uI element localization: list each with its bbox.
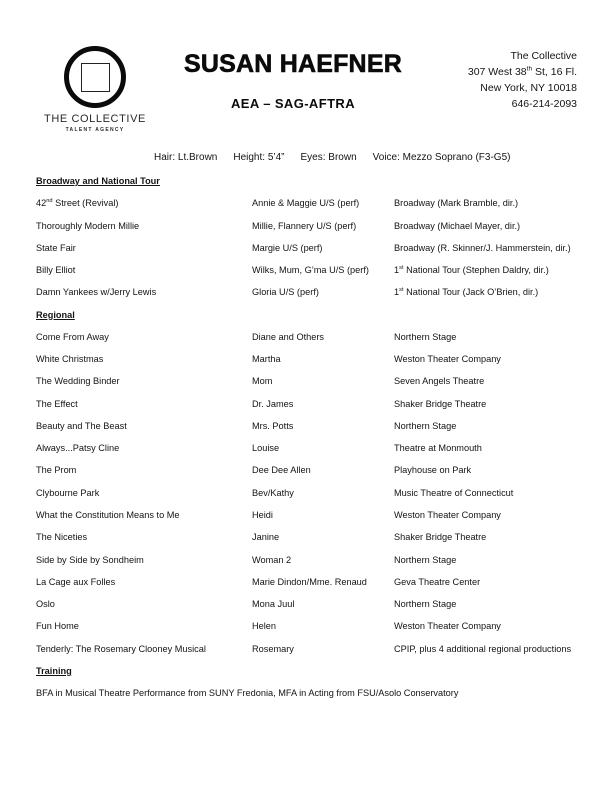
stat-item: Voice: Mezzo Soprano (F3-G5) bbox=[372, 152, 511, 163]
section-heading-row bbox=[36, 310, 602, 332]
role-name: Gloria U/S (perf) bbox=[252, 287, 319, 298]
header-title-block bbox=[160, 52, 426, 111]
role-name: Dee Dee Allen bbox=[252, 465, 311, 476]
training-text: BFA in Musical Theatre Performance from SUNY Fredonia, MFA in Acting from FSU/Asolo Conservatory bbox=[36, 688, 459, 699]
credit-row bbox=[36, 243, 602, 265]
show-title: Come From Away bbox=[36, 331, 109, 342]
role-name: Helen bbox=[252, 621, 277, 632]
credit-row bbox=[36, 265, 602, 287]
credit-row bbox=[36, 488, 602, 510]
role-name: Heidi bbox=[252, 509, 273, 520]
role-name: Dr. James bbox=[252, 398, 294, 409]
role-name: Rosemary bbox=[252, 643, 294, 654]
stat-item: Hair: Lt.Brown bbox=[154, 152, 218, 163]
stat-item: Eyes: Brown bbox=[300, 152, 357, 163]
credit-row bbox=[36, 399, 602, 421]
credit-row bbox=[36, 354, 602, 376]
credit-row bbox=[36, 421, 602, 443]
role-name: Mona Juul bbox=[252, 599, 295, 610]
venue-name: 1st National Tour (Stephen Daldry, dir.) bbox=[394, 265, 549, 276]
role-name: Wilks, Mum, G’ma U/S (perf) bbox=[252, 265, 369, 276]
show-title: Tenderly: The Rosemary Clooney Musical bbox=[36, 643, 206, 654]
role-name: Louise bbox=[252, 443, 280, 454]
stats-line bbox=[154, 152, 510, 163]
show-title: Always...Patsy Cline bbox=[36, 443, 120, 454]
show-title: Thoroughly Modern Millie bbox=[36, 220, 140, 231]
credit-row bbox=[36, 376, 602, 398]
role-name: Mrs. Potts bbox=[252, 420, 294, 431]
logo-agency-tagline: TALENT AGENCY bbox=[65, 127, 125, 133]
venue-name: Shaker Bridge Theatre bbox=[394, 398, 487, 409]
section-heading-row bbox=[36, 666, 602, 688]
credit-row bbox=[36, 443, 602, 465]
section-heading: Training bbox=[36, 665, 72, 676]
union-affiliations: AEA – SAG-AFTRA bbox=[231, 96, 355, 111]
role-name: Marie Dindon/Mme. Renaud bbox=[252, 576, 367, 587]
venue-name: Weston Theater Company bbox=[394, 621, 501, 632]
show-title: White Christmas bbox=[36, 354, 104, 365]
section-heading: Regional bbox=[36, 309, 75, 320]
venue-name: Northern Stage bbox=[394, 599, 457, 610]
venue-name: Northern Stage bbox=[394, 331, 457, 342]
venue-name: Broadway (Michael Mayer, dir.) bbox=[394, 220, 521, 231]
credit-row bbox=[36, 621, 602, 643]
venue-name: 1st National Tour (Jack O’Brien, dir.) bbox=[394, 287, 539, 298]
contact-line: New York, NY 10018 bbox=[480, 82, 577, 94]
credit-row bbox=[36, 221, 602, 243]
credit-row bbox=[36, 332, 602, 354]
credit-row bbox=[36, 465, 602, 487]
credit-row bbox=[36, 577, 602, 599]
show-title: Oslo bbox=[36, 599, 55, 610]
role-name: Bev/Kathy bbox=[252, 487, 294, 498]
show-title: The Niceties bbox=[36, 532, 88, 543]
credit-row bbox=[36, 599, 602, 621]
role-name: Martha bbox=[252, 354, 281, 365]
show-title: Clybourne Park bbox=[36, 487, 100, 498]
logo-circle-icon bbox=[64, 46, 126, 108]
role-name: Margie U/S (perf) bbox=[252, 242, 323, 253]
contact-line: The Collective bbox=[510, 50, 577, 62]
show-title: Damn Yankees w/Jerry Lewis bbox=[36, 287, 157, 298]
venue-name: Weston Theater Company bbox=[394, 354, 501, 365]
page-title: SUSAN HAEFNER bbox=[184, 50, 402, 78]
section-heading: Broadway and National Tour bbox=[36, 176, 160, 186]
show-title: The Prom bbox=[36, 465, 77, 476]
training-paragraph-row bbox=[36, 688, 602, 710]
role-name: Annie & Maggie U/S (perf) bbox=[252, 198, 360, 209]
stat-item: Height: 5’4” bbox=[233, 152, 285, 163]
credit-row bbox=[36, 287, 602, 309]
venue-name: Music Theatre of Connecticut bbox=[394, 487, 514, 498]
logo-agency-name: THE COLLECTIVE bbox=[44, 113, 146, 125]
show-title: 42nd Street (Revival) bbox=[36, 198, 119, 209]
show-title: The Effect bbox=[36, 398, 78, 409]
show-title: The Wedding Binder bbox=[36, 376, 120, 387]
role-name: Woman 2 bbox=[252, 554, 292, 565]
venue-name: Broadway (R. Skinner/J. Hammerstein, dir.) bbox=[394, 242, 571, 253]
credits-list bbox=[36, 176, 602, 710]
venue-name: Geva Theatre Center bbox=[394, 576, 481, 587]
venue-name: Shaker Bridge Theatre bbox=[394, 532, 487, 543]
show-title: State Fair bbox=[36, 242, 76, 253]
role-name: Diane and Others bbox=[252, 331, 325, 342]
contact-line: 307 West 38th St, 16 Fl. bbox=[467, 65, 577, 78]
show-title: Fun Home bbox=[36, 621, 79, 632]
venue-name: Seven Angels Theatre bbox=[394, 376, 485, 387]
credit-row bbox=[36, 555, 602, 577]
venue-name: Broadway (Mark Bramble, dir.) bbox=[394, 198, 519, 209]
venue-name: Weston Theater Company bbox=[394, 509, 501, 520]
credit-row bbox=[36, 644, 602, 666]
agency-logo bbox=[44, 44, 146, 133]
credit-row bbox=[36, 532, 602, 554]
venue-name: Theatre at Monmouth bbox=[394, 443, 482, 454]
role-name: Mom bbox=[252, 376, 273, 387]
credit-row bbox=[36, 510, 602, 532]
show-title: Side by Side by Sondheim bbox=[36, 554, 144, 565]
venue-name: Playhouse on Park bbox=[394, 465, 472, 476]
show-title: La Cage aux Folles bbox=[36, 576, 116, 587]
logo-square-icon bbox=[81, 63, 110, 92]
venue-name: Northern Stage bbox=[394, 554, 457, 565]
venue-name: CPIP, plus 4 additional regional productions bbox=[394, 643, 572, 654]
venue-name: Northern Stage bbox=[394, 420, 457, 431]
show-title: Billy Elliot bbox=[36, 265, 76, 276]
show-title: Beauty and The Beast bbox=[36, 420, 127, 431]
role-name: Janine bbox=[252, 532, 280, 543]
role-name: Millie, Flannery U/S (perf) bbox=[252, 220, 357, 231]
section-heading-row bbox=[36, 176, 602, 198]
contact-block bbox=[468, 48, 577, 112]
contact-line: 646-214-2093 bbox=[511, 98, 577, 110]
credit-row bbox=[36, 198, 602, 220]
show-title: What the Constitution Means to Me bbox=[36, 509, 180, 520]
